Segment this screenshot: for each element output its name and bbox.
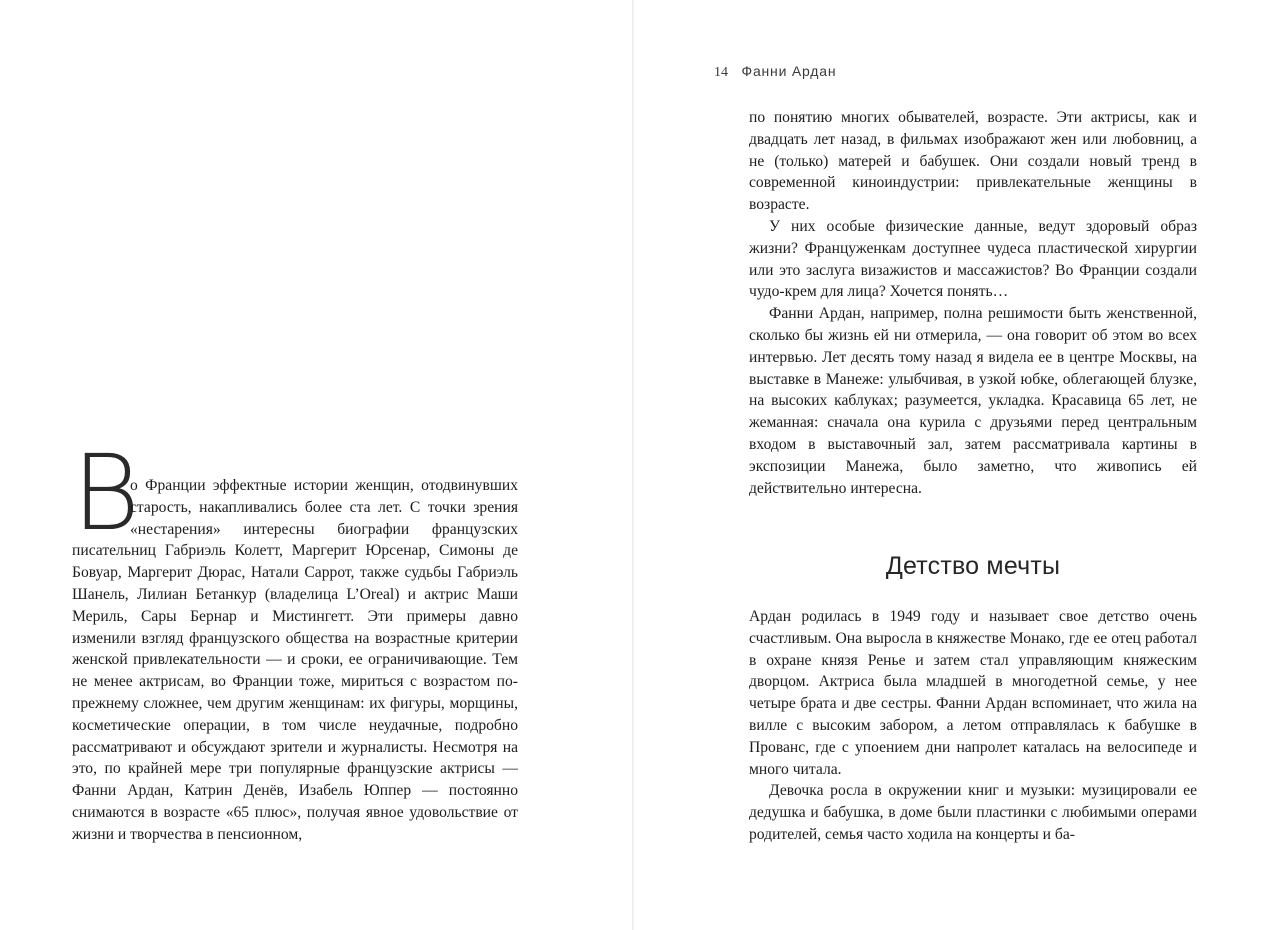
section-heading: Детство мечты [885,552,1061,580]
paragraph: Девочка росла в окружении книг и музыки: музицировали ее дедушка и бабушка, в доме были пластинки с любимыми операми родителей, семья часто ходила на концерты и ба- [749,782,1197,843]
opening-paragraph-text: о Франции эффектные истории женщин, отодвинувших старость, накапливались более ста лет. С точки зрения «нестарения» интересны биографии французских писательниц Габриэль Колетт, Маргерит Юрсенар, Симоны де Бовуар, Маргерит Дюрас, Натали Саррот, также судьбы Габриэль Шанель, Лилиан Бетанкур (владелица L’Oreal) и актрис Маши Мериль, Сары Бернар и Мистингетт. Эти примеры давно изменили взгляд французского общества на возрастные критерии женской привлекательности — и сроки, ее ограничивающие. Тем не менее актрисам, во Франции тоже, мириться с возрастом по-прежнему сложнее, чем другим женщинам: их фигуры, морщины, косметические операции, в том числе неудачные, подробно рассматривают и обсуждают зрители и журналисты. Несмотря на это, по крайней мере три популярные французские актрисы — Фанни Ардан, Катрин Денёв, Изабель Юппер — постоянно снимаются в возрасте «65 плюс», получая явное удовольствие от жизни и творчества в пенсионном, [72,477,518,843]
left-page [0,0,633,930]
right-page-text-top [749,107,1197,499]
running-header [714,63,836,81]
left-page-text [72,432,518,846]
paragraph: У них особые физические данные, ведут здоровый образ жизни? Француженкам доступнее чудеса пластической хирургии или это заслуга визажистов и массажистов? Во Франции создали чудо-крем для лица? Хочется понять… [749,217,1197,301]
paragraph: Фанни Ардан, например, полна решимости быть женственной, сколько бы жизнь ей ни отмерила, — она говорит об этом во всех интервью. Лет десять тому назад я видела ее в центре Москвы, на выставке в Манеже: улыбчивая, в узкой юбке, облегающей блузке, на высоких каблуках; разумеется, укладка. Красавица 65 лет, не жеманная: сначала она курила с друзьями перед центральным входом в выставочный зал, затем рассматривала картины в экспозиции Манежа, было заметно, что живопись ей действительно интересна. [749,305,1197,497]
paragraph: по понятию многих обывателей, возрасте. Эти актрисы, как и двадцать лет назад, в фильмах изображают жен или любовниц, а не (только) матерей и бабушек. Они создали новый тренд в современной киноиндустрии: привлекательные женщины в возрасте. [749,109,1197,214]
right-page-text-section [749,606,1197,846]
opening-paragraph [72,432,518,846]
running-title: Фанни Ардан [741,63,837,79]
drop-cap: В [72,432,141,554]
paragraph: Ардан родилась в 1949 году и называет свое детство очень счастливым. Она выросла в княжестве Монако, где ее отец работал в охране князя Ренье и затем стал управляющим княжеским дворцом. Актриса была младшей в многодетной семье, у нее четыре брата и две сестры. Фанни Ардан вспоминает, что жила на вилле с высоким забором, а летом отправлялась к бабушке в Прованс, где с упоением дни напролет каталась на велосипеде и много читала. [749,608,1197,778]
drop-cap-container [72,432,141,554]
page-number: 14 [714,65,728,80]
